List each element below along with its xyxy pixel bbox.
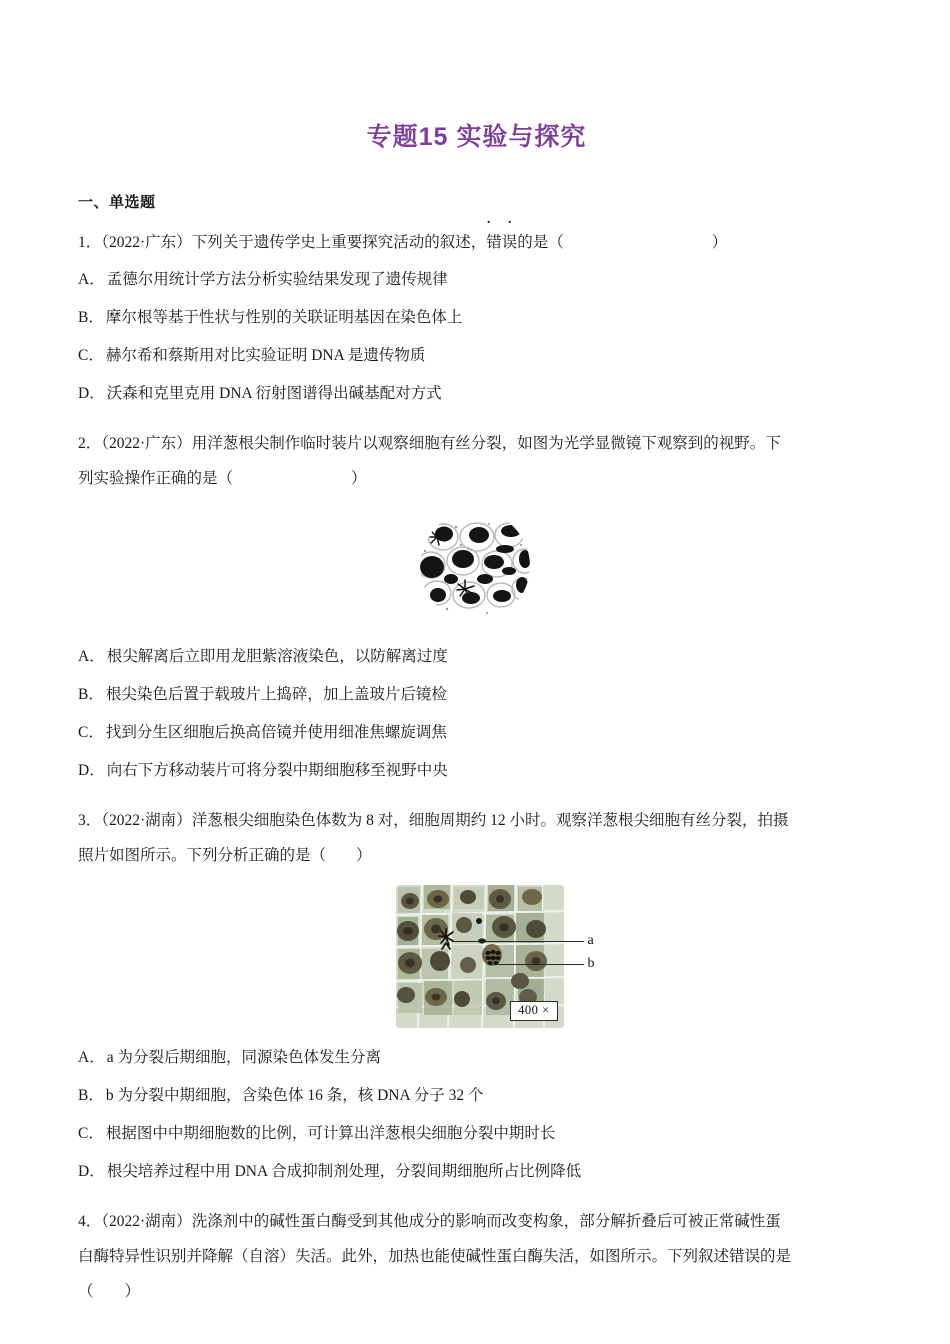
question-3-figure	[78, 885, 875, 1033]
option-label: B．	[78, 309, 104, 327]
option-label: C．	[78, 1125, 104, 1143]
question-2-option-d	[78, 752, 875, 790]
question-4-stem-line-2: 白酶特异性识别并降解（自溶）失活。此外，加热也能使碱性蛋白酶失活，如图所示。下列叙述错误的是	[78, 1248, 792, 1266]
option-text: 根尖解离后立即用龙胆紫溶液染色，以防解离过度	[106, 647, 448, 665]
magnification-badge: 400 ×	[510, 1001, 557, 1021]
question-1-number: 1．	[78, 234, 102, 252]
option-label: B．	[78, 1087, 104, 1105]
microscope-field-icon	[401, 509, 553, 627]
option-label: C．	[78, 723, 104, 741]
option-text: 找到分生区细胞后换高倍镜并使用细准焦螺旋调焦	[105, 723, 447, 741]
question-1-stem	[78, 226, 875, 261]
section-heading-single-choice: 一、单选题	[78, 194, 156, 212]
option-text: 向右下方移动装片可将分裂中期细胞移至视野中央	[106, 761, 448, 779]
question-3-stem	[78, 804, 875, 874]
question-3-source: （2022·湖南）	[101, 811, 192, 829]
option-label: D．	[78, 385, 105, 403]
page-title: 专题15 实验与探究	[366, 123, 587, 151]
question-3-stem-line-1: 洋葱根尖细胞染色体数为 8 对，细胞周期约 12 小时。观察洋葱根尖细胞有丝分裂，拍摄	[191, 811, 789, 829]
question-2-stem-line-2: 列实验操作正确的是（	[78, 469, 234, 487]
question-1-stem-tail: 的是（	[517, 234, 564, 252]
question-2-stem-line-1: 用洋葱根尖制作临时装片以观察细胞有丝分裂，如图为光学显微镜下观察到的视野。下	[191, 435, 781, 452]
page-content	[78, 0, 875, 1310]
option-label: D．	[78, 1163, 105, 1181]
question-1-answer-paren-close: ）	[711, 234, 728, 252]
figure-label-a: a	[587, 933, 594, 949]
option-text: 根尖染色后置于载玻片上捣碎，加上盖玻片后镜检	[105, 685, 447, 703]
leader-line-a	[452, 941, 584, 942]
question-2-answer-paren-close: ）	[351, 469, 367, 487]
option-label: A．	[78, 1049, 105, 1067]
question-2-figure	[78, 509, 875, 632]
option-text: 赫尔希和蔡斯用对比实验证明 DNA 是遗传物质	[105, 347, 426, 365]
option-text: b 为分裂中期细胞，含染色体 16 条，核 DNA 分子 32 个	[105, 1087, 484, 1105]
figure-label-b: b	[587, 956, 595, 972]
question-4-stem-line-1: 洗涤剂中的碱性蛋白酶受到其他成分的影响而改变构象，部分解折叠后可被正常碱性蛋	[191, 1213, 781, 1231]
question-3-option-d	[78, 1153, 875, 1191]
micrograph-with-labels	[396, 885, 595, 1028]
option-label: C．	[78, 347, 104, 365]
question-1-option-d	[78, 375, 875, 413]
option-text: 根据图中中期细胞数的比例，可计算出洋葱根尖细胞分裂中期时长	[105, 1125, 556, 1143]
option-text: 沃森和克里克用 DNA 衍射图谱得出碱基配对方式	[106, 385, 442, 403]
question-3-stem-line-2: 照片如图所示。下列分析正确的是（	[78, 846, 327, 864]
question-1-option-b	[78, 299, 875, 337]
option-text: 根尖培养过程中用 DNA 合成抑制剂处理，分裂间期细胞所占比例降低	[106, 1163, 582, 1181]
leader-line-b	[496, 964, 584, 965]
question-4-answer-paren: （ ）	[78, 1283, 141, 1300]
question-3-answer-paren-close: ）	[356, 846, 372, 864]
question-3-option-a	[78, 1039, 875, 1077]
question-3-number: 3．	[78, 811, 102, 829]
question-1-emphasis-word: · · 错误	[486, 226, 517, 261]
question-1-option-a	[78, 261, 875, 299]
option-label: B．	[78, 685, 104, 703]
option-text: 孟德尔用统计学方法分析实验结果发现了遗传规律	[106, 271, 448, 289]
question-1-option-c	[78, 337, 875, 375]
question-2-option-a	[78, 638, 875, 676]
question-2-source: （2022·广东）	[101, 435, 192, 452]
question-4-number: 4．	[78, 1213, 102, 1231]
option-label: D．	[78, 761, 105, 779]
option-text: 摩尔根等基于性状与性别的关联证明基因在染色体上	[105, 309, 463, 327]
option-label: A．	[78, 271, 105, 289]
option-text: a 为分裂后期细胞，同源染色体发生分离	[106, 1049, 381, 1067]
question-3-option-c	[78, 1115, 875, 1153]
question-4-stem	[78, 1205, 875, 1310]
option-label: A．	[78, 647, 105, 665]
question-4-source: （2022·湖南）	[101, 1213, 192, 1231]
question-2-option-b	[78, 676, 875, 714]
question-1-source: （2022·广东）	[101, 234, 192, 252]
question-2-stem	[78, 427, 875, 497]
question-1-stem-text: 下列关于遗传学史上重要探究活动的叙述，	[191, 234, 487, 252]
question-3-option-b	[78, 1077, 875, 1115]
question-2-number: 2．	[78, 435, 102, 452]
question-2-option-c	[78, 714, 875, 752]
